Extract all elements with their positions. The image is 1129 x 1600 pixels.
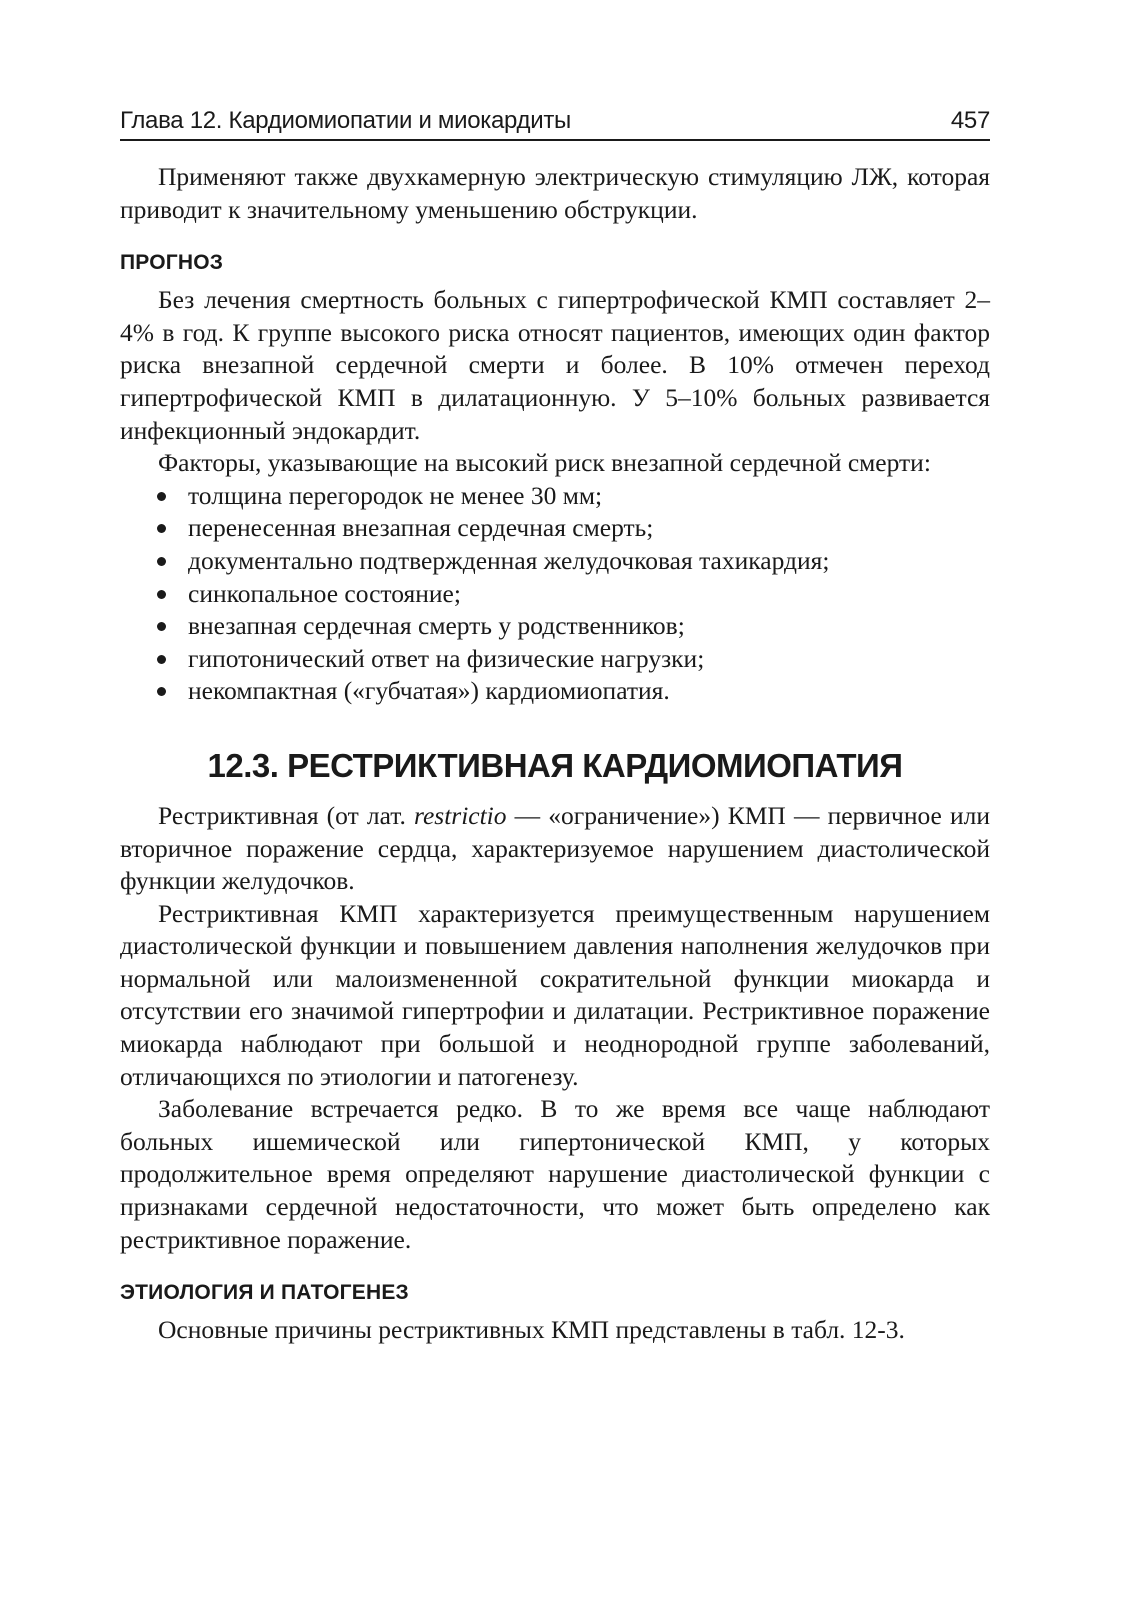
list-item-text: гипотонический ответ на физические нагрузки; xyxy=(188,643,705,673)
list-item-text: документально подтвержденная желудочковая тахикардия; xyxy=(188,545,830,575)
list-item xyxy=(120,610,990,643)
definition-paragraph xyxy=(120,800,990,898)
list-item-text: некомпактная («губчатая») кардиомиопатия. xyxy=(188,676,670,706)
bullet-icon xyxy=(157,590,166,599)
bullet-icon xyxy=(157,622,166,631)
characteristics-paragraph: Рестриктивная КМП характеризуется преимущественным нарушением диастолической функции и повышением давления наполнения желудочков при нормальной или малоизмененной сократительной функции миокарда и отсутствии его значимой гипертрофии и дилатации. Рестриктивное поражение миокарда наблюдают при большой и неоднородной группе заболеваний, отличающихся по этиологии и патогенезу. xyxy=(120,898,990,1091)
list-item-text: перенесенная внезапная сердечная смерть; xyxy=(188,513,654,543)
risk-factors-list xyxy=(120,480,990,708)
prognosis-paragraph: Без лечения смертность больных с гипертрофической КМП составляет 2–4% в год. К группе высокого риска относят пациентов, имеющих один фактор риска внезапной сердечной смерти и более. В 10% отмечен переход гипертрофической КМП в дилатационную. У 5–10% больных развивается инфекционный эндокардит. xyxy=(120,285,990,445)
list-item-text: толщина перегородок не менее 30 мм; xyxy=(188,480,603,510)
latin-term: restrictio xyxy=(413,800,507,830)
bullet-icon xyxy=(157,524,166,533)
list-item xyxy=(120,643,990,676)
intro-paragraph: Применяют также двухкамерную электрическую стимуляцию ЛЖ, которая приводит к значительному уменьшению обструкции. xyxy=(120,162,990,224)
list-item xyxy=(120,545,990,578)
etiology-paragraph: Основные причины рестриктивных КМП представлены в табл. 12-3. xyxy=(158,1315,905,1345)
page-number: 457 xyxy=(950,107,990,134)
chapter-title: Глава 12. Кардиомиопатии и миокардиты xyxy=(120,107,572,134)
bullet-icon xyxy=(157,655,166,664)
list-item xyxy=(120,675,990,708)
etiology-heading: ЭТИОЛОГИЯ И ПАТОГЕНЕЗ xyxy=(120,1281,409,1305)
list-item xyxy=(120,578,990,611)
prevalence-paragraph: Заболевание встречается редко. В то же время все чаще наблюдают больных ишемической или гипертонической КМП, у которых продолжительное время определяют нарушение диастолической функции с признаками сердечной недостаточности, что может быть определено как рестриктивное поражение. xyxy=(120,1094,990,1254)
list-item-text: внезапная сердечная смерть у родственников; xyxy=(188,611,685,641)
list-item-text: синкопальное состояние; xyxy=(188,578,461,608)
bullet-icon xyxy=(157,687,166,696)
bullet-icon xyxy=(157,492,166,501)
definition-text-start: Рестриктивная (от лат. xyxy=(158,800,414,830)
book-page xyxy=(120,106,990,1347)
section-title: 12.3. РЕСТРИКТИВНАЯ КАРДИОМИОПАТИЯ xyxy=(207,746,903,784)
definition-text-end: — «ограничение») КМП — первичное или вторичное поражение сердца, характеризуемое нарушением диастолической функции желудочков. xyxy=(120,800,990,896)
list-item xyxy=(120,480,990,513)
list-item xyxy=(120,512,990,545)
risk-factors-intro: Факторы, указывающие на высокий риск внезапной сердечной смерти: xyxy=(158,448,931,478)
running-head xyxy=(120,106,990,141)
prognosis-heading: ПРОГНОЗ xyxy=(120,251,224,275)
bullet-icon xyxy=(157,557,166,566)
